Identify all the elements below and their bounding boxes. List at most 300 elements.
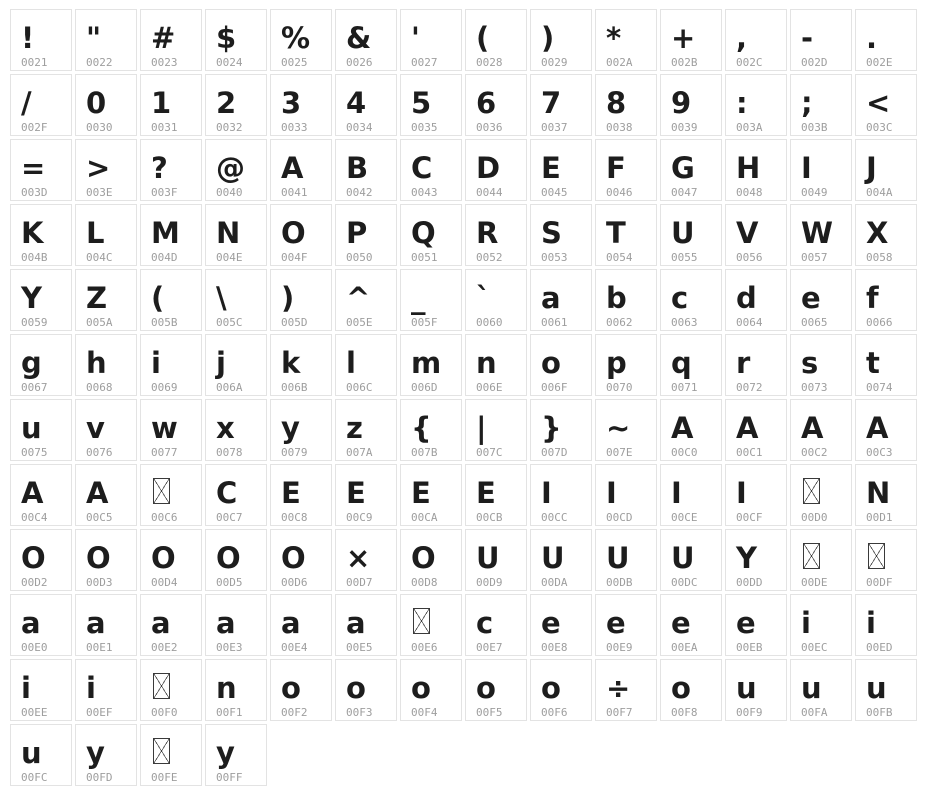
glyph-cell[interactable] bbox=[725, 74, 787, 136]
code-label: 0051 bbox=[411, 251, 438, 264]
glyph-cell[interactable] bbox=[855, 269, 917, 331]
missing-glyph-icon bbox=[153, 478, 170, 504]
glyph-cell[interactable] bbox=[725, 334, 787, 396]
code-label: 003E bbox=[86, 186, 113, 199]
code-label: 00EF bbox=[86, 706, 113, 719]
glyph: B bbox=[346, 151, 369, 185]
glyph-cell[interactable] bbox=[725, 594, 787, 656]
glyph-cell[interactable] bbox=[10, 399, 72, 461]
glyph-cell[interactable] bbox=[660, 74, 722, 136]
glyph: O bbox=[86, 541, 111, 575]
glyph-cell[interactable] bbox=[465, 594, 527, 656]
glyph-cell[interactable] bbox=[790, 334, 852, 396]
glyph-cell[interactable] bbox=[855, 139, 917, 201]
glyph-cell[interactable] bbox=[465, 334, 527, 396]
glyph-cell[interactable] bbox=[400, 399, 462, 461]
code-label: 002E bbox=[866, 56, 893, 69]
code-label: 0021 bbox=[21, 56, 48, 69]
glyph-cell[interactable] bbox=[205, 724, 267, 786]
code-label: 0023 bbox=[151, 56, 178, 69]
glyph-cell[interactable] bbox=[595, 464, 657, 526]
glyph-cell[interactable] bbox=[725, 529, 787, 591]
glyph: a bbox=[346, 606, 366, 640]
glyph-cell[interactable] bbox=[465, 204, 527, 266]
glyph: ) bbox=[281, 281, 295, 315]
glyph: u bbox=[801, 671, 822, 705]
glyph-cell[interactable] bbox=[140, 139, 202, 201]
code-label: 00D1 bbox=[866, 511, 893, 524]
glyph: , bbox=[736, 21, 748, 55]
glyph-cell[interactable] bbox=[10, 269, 72, 331]
code-label: 00D5 bbox=[216, 576, 243, 589]
glyph-cell[interactable] bbox=[140, 399, 202, 461]
glyph-cell[interactable] bbox=[335, 139, 397, 201]
code-label: 0024 bbox=[216, 56, 243, 69]
code-label: 00C0 bbox=[671, 446, 698, 459]
glyph-cell[interactable] bbox=[335, 594, 397, 656]
glyph: Y bbox=[21, 281, 42, 315]
glyph: N bbox=[866, 476, 891, 510]
glyph: ÷ bbox=[606, 671, 631, 705]
code-label: 004A bbox=[866, 186, 893, 199]
glyph-cell[interactable] bbox=[270, 594, 332, 656]
glyph-cell[interactable] bbox=[725, 399, 787, 461]
glyph-cell[interactable] bbox=[530, 204, 592, 266]
code-label: 00CA bbox=[411, 511, 438, 524]
glyph: k bbox=[281, 346, 301, 380]
glyph-cell[interactable] bbox=[595, 659, 657, 721]
code-label: 006B bbox=[281, 381, 308, 394]
glyph: u bbox=[866, 671, 887, 705]
glyph-cell[interactable] bbox=[205, 529, 267, 591]
glyph-cell[interactable] bbox=[530, 399, 592, 461]
glyph-cell[interactable] bbox=[530, 594, 592, 656]
glyph-cell[interactable] bbox=[465, 464, 527, 526]
glyph: ) bbox=[541, 21, 555, 55]
glyph: N bbox=[216, 216, 241, 250]
glyph-cell[interactable] bbox=[335, 74, 397, 136]
glyph: i bbox=[151, 346, 161, 380]
code-label: 0038 bbox=[606, 121, 633, 134]
glyph-grid bbox=[10, 9, 920, 786]
glyph-cell[interactable] bbox=[75, 464, 137, 526]
glyph-cell[interactable] bbox=[270, 399, 332, 461]
glyph: S bbox=[541, 216, 562, 250]
glyph-cell[interactable] bbox=[465, 139, 527, 201]
glyph-cell[interactable] bbox=[10, 724, 72, 786]
glyph: 5 bbox=[411, 86, 432, 120]
code-label: 0040 bbox=[216, 186, 243, 199]
glyph-cell[interactable] bbox=[660, 399, 722, 461]
code-label: 0035 bbox=[411, 121, 438, 134]
glyph-cell[interactable] bbox=[10, 74, 72, 136]
glyph-cell[interactable] bbox=[790, 269, 852, 331]
glyph-cell[interactable] bbox=[790, 204, 852, 266]
code-label: 00FF bbox=[216, 771, 243, 784]
glyph-cell[interactable] bbox=[400, 204, 462, 266]
code-label: 0025 bbox=[281, 56, 308, 69]
glyph: q bbox=[671, 346, 692, 380]
glyph: z bbox=[346, 411, 363, 445]
glyph-cell[interactable] bbox=[10, 659, 72, 721]
code-label: 00D0 bbox=[801, 511, 828, 524]
glyph: a bbox=[281, 606, 301, 640]
glyph: v bbox=[86, 411, 105, 445]
glyph-cell[interactable] bbox=[205, 464, 267, 526]
glyph: e bbox=[801, 281, 821, 315]
code-label: 00F4 bbox=[411, 706, 438, 719]
glyph-cell[interactable] bbox=[790, 529, 852, 591]
glyph: E bbox=[541, 151, 561, 185]
glyph-cell[interactable] bbox=[790, 74, 852, 136]
code-label: 0046 bbox=[606, 186, 633, 199]
glyph-cell[interactable] bbox=[660, 269, 722, 331]
code-label: 00F9 bbox=[736, 706, 763, 719]
code-label: 00CB bbox=[476, 511, 503, 524]
glyph-cell[interactable] bbox=[10, 204, 72, 266]
glyph: t bbox=[866, 346, 880, 380]
glyph-cell[interactable] bbox=[530, 269, 592, 331]
glyph-cell[interactable] bbox=[790, 139, 852, 201]
glyph-cell[interactable] bbox=[790, 399, 852, 461]
glyph: E bbox=[411, 476, 431, 510]
code-label: 0062 bbox=[606, 316, 633, 329]
glyph: r bbox=[736, 346, 751, 380]
glyph-cell[interactable] bbox=[205, 74, 267, 136]
glyph-cell[interactable] bbox=[335, 399, 397, 461]
code-label: 0039 bbox=[671, 121, 698, 134]
glyph-cell[interactable] bbox=[530, 529, 592, 591]
glyph-cell[interactable] bbox=[465, 269, 527, 331]
glyph-cell[interactable] bbox=[400, 74, 462, 136]
code-label: 00DB bbox=[606, 576, 633, 589]
glyph-cell[interactable] bbox=[335, 334, 397, 396]
glyph-cell[interactable] bbox=[595, 399, 657, 461]
glyph: 2 bbox=[216, 86, 237, 120]
glyph-cell[interactable] bbox=[855, 334, 917, 396]
code-label: 00E7 bbox=[476, 641, 503, 654]
glyph-cell[interactable] bbox=[790, 659, 852, 721]
glyph-cell[interactable] bbox=[855, 74, 917, 136]
glyph: U bbox=[541, 541, 565, 575]
glyph-cell[interactable] bbox=[725, 204, 787, 266]
glyph-cell[interactable] bbox=[140, 594, 202, 656]
glyph-cell[interactable] bbox=[660, 139, 722, 201]
glyph-cell[interactable] bbox=[725, 464, 787, 526]
glyph-cell[interactable] bbox=[725, 139, 787, 201]
glyph-cell[interactable] bbox=[335, 659, 397, 721]
glyph-cell[interactable] bbox=[75, 74, 137, 136]
missing-glyph-icon bbox=[803, 543, 820, 569]
code-label: 00C8 bbox=[281, 511, 308, 524]
glyph: a bbox=[21, 606, 41, 640]
glyph-cell[interactable] bbox=[530, 659, 592, 721]
glyph-cell[interactable] bbox=[595, 74, 657, 136]
glyph-cell[interactable] bbox=[270, 464, 332, 526]
glyph: 8 bbox=[606, 86, 627, 120]
code-label: 00CC bbox=[541, 511, 568, 524]
glyph-cell[interactable] bbox=[140, 464, 202, 526]
code-label: 007A bbox=[346, 446, 373, 459]
glyph: \ bbox=[216, 281, 227, 315]
glyph-cell[interactable] bbox=[595, 139, 657, 201]
glyph-cell[interactable] bbox=[335, 9, 397, 71]
glyph-cell[interactable] bbox=[75, 724, 137, 786]
glyph: e bbox=[736, 606, 756, 640]
code-label: 00D7 bbox=[346, 576, 373, 589]
glyph-cell[interactable] bbox=[270, 139, 332, 201]
glyph: A bbox=[281, 151, 304, 185]
glyph-cell[interactable] bbox=[205, 399, 267, 461]
glyph-cell[interactable] bbox=[530, 9, 592, 71]
missing-glyph-icon bbox=[868, 543, 885, 569]
glyph-cell[interactable] bbox=[270, 74, 332, 136]
code-label: 007E bbox=[606, 446, 633, 459]
glyph-cell[interactable] bbox=[10, 529, 72, 591]
glyph-cell[interactable] bbox=[855, 399, 917, 461]
glyph-cell[interactable] bbox=[270, 269, 332, 331]
glyph-cell[interactable] bbox=[205, 334, 267, 396]
glyph: D bbox=[476, 151, 501, 185]
code-label: 00FA bbox=[801, 706, 828, 719]
code-label: 003F bbox=[151, 186, 178, 199]
code-label: 00DF bbox=[866, 576, 893, 589]
glyph: I bbox=[736, 476, 747, 510]
glyph: o bbox=[346, 671, 366, 705]
glyph-cell[interactable] bbox=[140, 334, 202, 396]
glyph: } bbox=[541, 411, 562, 445]
glyph-cell[interactable] bbox=[140, 74, 202, 136]
code-label: 00DC bbox=[671, 576, 698, 589]
code-label: 002C bbox=[736, 56, 763, 69]
glyph: I bbox=[801, 151, 812, 185]
glyph-cell[interactable] bbox=[10, 594, 72, 656]
glyph-cell[interactable] bbox=[595, 529, 657, 591]
glyph-cell[interactable] bbox=[140, 659, 202, 721]
glyph-cell[interactable] bbox=[205, 204, 267, 266]
glyph-cell[interactable] bbox=[660, 529, 722, 591]
glyph: ` bbox=[476, 281, 491, 315]
glyph: : bbox=[736, 86, 748, 120]
code-label: 006F bbox=[541, 381, 568, 394]
glyph-cell[interactable] bbox=[140, 9, 202, 71]
glyph-cell[interactable] bbox=[400, 9, 462, 71]
glyph-cell[interactable] bbox=[140, 724, 202, 786]
glyph-cell[interactable] bbox=[790, 594, 852, 656]
glyph-cell[interactable] bbox=[595, 204, 657, 266]
glyph-cell[interactable] bbox=[530, 334, 592, 396]
glyph-cell[interactable] bbox=[400, 464, 462, 526]
glyph-cell[interactable] bbox=[530, 464, 592, 526]
glyph-cell[interactable] bbox=[335, 204, 397, 266]
code-label: 00F1 bbox=[216, 706, 243, 719]
glyph: O bbox=[151, 541, 176, 575]
glyph: J bbox=[866, 151, 877, 185]
missing-glyph-icon bbox=[803, 478, 820, 504]
glyph-cell[interactable] bbox=[660, 464, 722, 526]
glyph-cell[interactable] bbox=[75, 399, 137, 461]
glyph: ~ bbox=[606, 411, 631, 445]
glyph-cell[interactable] bbox=[205, 594, 267, 656]
glyph: - bbox=[801, 21, 814, 55]
glyph-cell[interactable] bbox=[660, 334, 722, 396]
glyph-cell[interactable] bbox=[465, 399, 527, 461]
glyph-cell[interactable] bbox=[270, 659, 332, 721]
glyph-cell[interactable] bbox=[530, 74, 592, 136]
code-label: 0048 bbox=[736, 186, 763, 199]
glyph: a bbox=[151, 606, 171, 640]
glyph-cell[interactable] bbox=[465, 9, 527, 71]
glyph-cell[interactable] bbox=[400, 334, 462, 396]
glyph-cell[interactable] bbox=[270, 204, 332, 266]
glyph-cell[interactable] bbox=[595, 594, 657, 656]
code-label: 0030 bbox=[86, 121, 113, 134]
code-label: 003B bbox=[801, 121, 828, 134]
glyph-cell[interactable] bbox=[400, 529, 462, 591]
code-label: 00F6 bbox=[541, 706, 568, 719]
code-label: 00C2 bbox=[801, 446, 828, 459]
glyph-cell[interactable] bbox=[725, 9, 787, 71]
glyph: p bbox=[606, 346, 627, 380]
code-label: 0073 bbox=[801, 381, 828, 394]
code-label: 0067 bbox=[21, 381, 48, 394]
glyph-cell[interactable] bbox=[400, 269, 462, 331]
glyph-cell[interactable] bbox=[595, 269, 657, 331]
glyph-cell[interactable] bbox=[75, 594, 137, 656]
glyph-cell[interactable] bbox=[335, 464, 397, 526]
glyph-cell[interactable] bbox=[660, 204, 722, 266]
glyph-cell[interactable] bbox=[465, 74, 527, 136]
glyph: c bbox=[671, 281, 689, 315]
glyph-cell[interactable] bbox=[140, 269, 202, 331]
glyph: i bbox=[86, 671, 96, 705]
glyph-cell[interactable] bbox=[465, 659, 527, 721]
glyph: F bbox=[606, 151, 626, 185]
code-label: 00EA bbox=[671, 641, 698, 654]
glyph-cell[interactable] bbox=[10, 464, 72, 526]
glyph-cell[interactable] bbox=[75, 204, 137, 266]
code-label: 0037 bbox=[541, 121, 568, 134]
glyph-cell[interactable] bbox=[270, 334, 332, 396]
glyph: 6 bbox=[476, 86, 497, 120]
code-label: 006E bbox=[476, 381, 503, 394]
code-label: 0079 bbox=[281, 446, 308, 459]
glyph: A bbox=[671, 411, 694, 445]
glyph: O bbox=[411, 541, 436, 575]
missing-glyph-icon bbox=[153, 673, 170, 699]
glyph-cell[interactable] bbox=[790, 9, 852, 71]
code-label: 0076 bbox=[86, 446, 113, 459]
glyph-cell[interactable] bbox=[335, 529, 397, 591]
glyph-cell[interactable] bbox=[595, 334, 657, 396]
glyph-cell[interactable] bbox=[10, 334, 72, 396]
glyph-cell[interactable] bbox=[335, 269, 397, 331]
glyph-cell[interactable] bbox=[530, 139, 592, 201]
glyph-cell[interactable] bbox=[855, 594, 917, 656]
glyph-cell[interactable] bbox=[400, 659, 462, 721]
code-label: 00EB bbox=[736, 641, 763, 654]
code-label: 00FC bbox=[21, 771, 48, 784]
glyph-cell[interactable] bbox=[790, 464, 852, 526]
glyph: 4 bbox=[346, 86, 367, 120]
code-label: 0060 bbox=[476, 316, 503, 329]
code-label: 007B bbox=[411, 446, 438, 459]
glyph: " bbox=[86, 21, 102, 55]
glyph: U bbox=[671, 216, 695, 250]
code-label: 00FB bbox=[866, 706, 893, 719]
glyph: U bbox=[671, 541, 695, 575]
glyph-cell[interactable] bbox=[660, 659, 722, 721]
glyph-cell[interactable] bbox=[10, 9, 72, 71]
glyph-cell[interactable] bbox=[140, 204, 202, 266]
glyph: G bbox=[671, 151, 695, 185]
glyph-cell[interactable] bbox=[75, 334, 137, 396]
glyph: K bbox=[21, 216, 44, 250]
code-label: 003A bbox=[736, 121, 763, 134]
glyph: / bbox=[21, 86, 32, 120]
glyph: P bbox=[346, 216, 368, 250]
glyph-cell[interactable] bbox=[725, 659, 787, 721]
glyph-cell[interactable] bbox=[75, 269, 137, 331]
glyph-cell[interactable] bbox=[270, 529, 332, 591]
code-label: 005E bbox=[346, 316, 373, 329]
glyph-cell[interactable] bbox=[595, 9, 657, 71]
glyph-cell[interactable] bbox=[75, 139, 137, 201]
glyph-cell[interactable] bbox=[205, 9, 267, 71]
glyph-cell[interactable] bbox=[205, 659, 267, 721]
code-label: 00E4 bbox=[281, 641, 308, 654]
glyph-cell[interactable] bbox=[660, 594, 722, 656]
glyph-cell[interactable] bbox=[205, 139, 267, 201]
glyph-cell[interactable] bbox=[400, 139, 462, 201]
glyph-cell[interactable] bbox=[465, 529, 527, 591]
glyph: o bbox=[671, 671, 691, 705]
code-label: 00D4 bbox=[151, 576, 178, 589]
glyph-cell[interactable] bbox=[855, 464, 917, 526]
glyph: L bbox=[86, 216, 105, 250]
glyph-cell[interactable] bbox=[855, 659, 917, 721]
glyph-cell[interactable] bbox=[270, 9, 332, 71]
code-label: 005D bbox=[281, 316, 308, 329]
glyph: o bbox=[411, 671, 431, 705]
code-label: 00D2 bbox=[21, 576, 48, 589]
glyph: n bbox=[216, 671, 237, 705]
glyph-cell[interactable] bbox=[75, 529, 137, 591]
glyph: b bbox=[606, 281, 627, 315]
code-label: 00CF bbox=[736, 511, 763, 524]
glyph-cell[interactable] bbox=[75, 659, 137, 721]
code-label: 0068 bbox=[86, 381, 113, 394]
glyph-cell[interactable] bbox=[140, 529, 202, 591]
code-label: 00E3 bbox=[216, 641, 243, 654]
glyph-cell[interactable] bbox=[725, 269, 787, 331]
glyph: u bbox=[736, 671, 757, 705]
code-label: 00C7 bbox=[216, 511, 243, 524]
glyph: O bbox=[216, 541, 241, 575]
code-label: 0032 bbox=[216, 121, 243, 134]
glyph-cell[interactable] bbox=[10, 139, 72, 201]
code-label: 002B bbox=[671, 56, 698, 69]
glyph-cell[interactable] bbox=[205, 269, 267, 331]
glyph-cell[interactable] bbox=[75, 9, 137, 71]
glyph-cell[interactable] bbox=[660, 9, 722, 71]
glyph-cell[interactable] bbox=[855, 204, 917, 266]
glyph-cell[interactable] bbox=[855, 9, 917, 71]
glyph-cell[interactable] bbox=[855, 529, 917, 591]
code-label: 00EE bbox=[21, 706, 48, 719]
code-label: 004E bbox=[216, 251, 243, 264]
glyph-cell[interactable] bbox=[400, 594, 462, 656]
